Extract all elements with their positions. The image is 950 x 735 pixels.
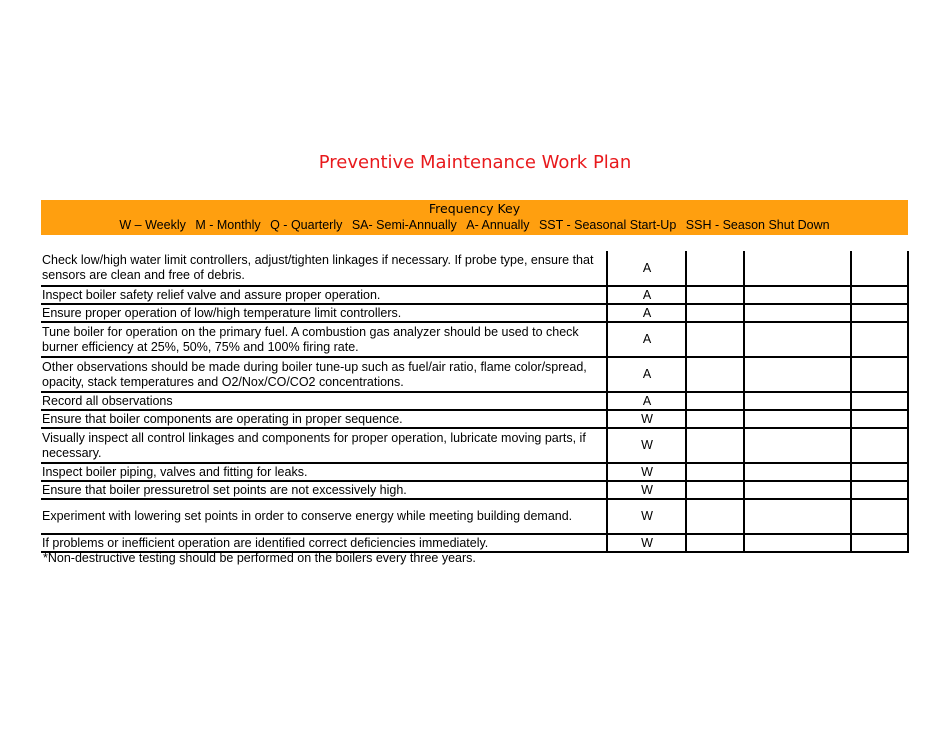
blank-cell[interactable] xyxy=(851,428,908,463)
legend-semi-annually: SA- Semi-Annually xyxy=(351,218,457,232)
table-row xyxy=(41,392,908,410)
blank-cell[interactable] xyxy=(686,534,744,552)
frequency-cell: A xyxy=(607,251,686,286)
blank-cell[interactable] xyxy=(686,286,744,304)
frequency-cell: W xyxy=(607,499,686,534)
blank-cell[interactable] xyxy=(686,428,744,463)
table-row xyxy=(41,481,908,499)
table-row xyxy=(41,534,908,552)
blank-cell[interactable] xyxy=(744,410,851,428)
footnote: *Non-destructive testing should be performed on the boilers every three years. xyxy=(43,551,476,565)
blank-cell[interactable] xyxy=(851,251,908,286)
frequency-cell: A xyxy=(607,392,686,410)
blank-cell[interactable] xyxy=(744,428,851,463)
frequency-key-band xyxy=(41,200,908,235)
blank-cell[interactable] xyxy=(851,392,908,410)
task-cell: Record all observations xyxy=(41,392,607,410)
blank-cell[interactable] xyxy=(686,251,744,286)
task-cell: Ensure that boiler pressuretrol set points are not excessively high. xyxy=(41,481,607,499)
frequency-key-legend xyxy=(41,217,908,234)
blank-cell[interactable] xyxy=(851,534,908,552)
blank-cell[interactable] xyxy=(686,357,744,392)
task-cell: Ensure that boiler components are operating in proper sequence. xyxy=(41,410,607,428)
frequency-cell: W xyxy=(607,463,686,481)
maintenance-table xyxy=(41,251,909,553)
frequency-cell: A xyxy=(607,286,686,304)
frequency-cell: W xyxy=(607,534,686,552)
blank-cell[interactable] xyxy=(851,286,908,304)
task-cell: Ensure proper operation of low/high temperature limit controllers. xyxy=(41,304,607,322)
blank-cell[interactable] xyxy=(744,392,851,410)
frequency-cell: W xyxy=(607,410,686,428)
task-cell: Check low/high water limit controllers, adjust/tighten linkages if necessary. If probe type, ensure that sensors are clean and free of debris. xyxy=(41,251,607,286)
table-row xyxy=(41,251,908,286)
legend-quarterly: Q - Quarterly xyxy=(270,218,343,232)
page-title: Preventive Maintenance Work Plan xyxy=(318,152,632,173)
blank-cell[interactable] xyxy=(744,463,851,481)
table-row xyxy=(41,410,908,428)
frequency-cell: A xyxy=(607,304,686,322)
blank-cell[interactable] xyxy=(686,392,744,410)
blank-cell[interactable] xyxy=(851,463,908,481)
task-cell: Inspect boiler safety relief valve and assure proper operation. xyxy=(41,286,607,304)
blank-cell[interactable] xyxy=(686,463,744,481)
blank-cell[interactable] xyxy=(851,499,908,534)
table-row xyxy=(41,357,908,392)
blank-cell[interactable] xyxy=(686,499,744,534)
blank-cell[interactable] xyxy=(686,481,744,499)
task-cell: Visually inspect all control linkages and components for proper operation, lubricate moving parts, if necessary. xyxy=(41,428,607,463)
blank-cell[interactable] xyxy=(686,410,744,428)
legend-seasonal-start-up: SST - Seasonal Start-Up xyxy=(538,218,677,232)
table-row xyxy=(41,304,908,322)
legend-monthly: M - Monthly xyxy=(195,218,261,232)
blank-cell[interactable] xyxy=(686,304,744,322)
blank-cell[interactable] xyxy=(744,357,851,392)
task-cell: If problems or inefficient operation are identified correct deficiencies immediately. xyxy=(41,534,607,552)
table-row xyxy=(41,322,908,357)
blank-cell[interactable] xyxy=(744,251,851,286)
blank-cell[interactable] xyxy=(744,534,851,552)
legend-annually: A- Annually xyxy=(466,218,530,232)
blank-cell[interactable] xyxy=(851,357,908,392)
legend-season-shut-down: SSH - Season Shut Down xyxy=(685,218,830,232)
table-row xyxy=(41,286,908,304)
task-cell: Tune boiler for operation on the primary fuel. A combustion gas analyzer should be used to check burner efficiency at 25%, 50%, 75% and 100% firing rate. xyxy=(41,322,607,357)
blank-cell[interactable] xyxy=(744,481,851,499)
frequency-cell: W xyxy=(607,428,686,463)
frequency-cell: A xyxy=(607,322,686,357)
frequency-cell: W xyxy=(607,481,686,499)
table-row xyxy=(41,499,908,534)
task-cell: Experiment with lowering set points in order to conserve energy while meeting building demand. xyxy=(41,499,607,534)
blank-cell[interactable] xyxy=(744,499,851,534)
blank-cell[interactable] xyxy=(851,481,908,499)
blank-cell[interactable] xyxy=(744,304,851,322)
blank-cell[interactable] xyxy=(851,304,908,322)
task-cell: Other observations should be made during boiler tune-up such as fuel/air ratio, flame color/spread, opacity, stack temperatures and O2/Nox/CO/CO2 concentrations. xyxy=(41,357,607,392)
blank-cell[interactable] xyxy=(744,322,851,357)
blank-cell[interactable] xyxy=(851,322,908,357)
legend-weekly: W – Weekly xyxy=(119,218,186,232)
blank-cell[interactable] xyxy=(744,286,851,304)
table-row xyxy=(41,463,908,481)
frequency-cell: A xyxy=(607,357,686,392)
blank-cell[interactable] xyxy=(686,322,744,357)
blank-cell[interactable] xyxy=(851,410,908,428)
frequency-key-heading: Frequency Key xyxy=(428,201,521,216)
table-row xyxy=(41,428,908,463)
task-cell: Inspect boiler piping, valves and fitting for leaks. xyxy=(41,463,607,481)
